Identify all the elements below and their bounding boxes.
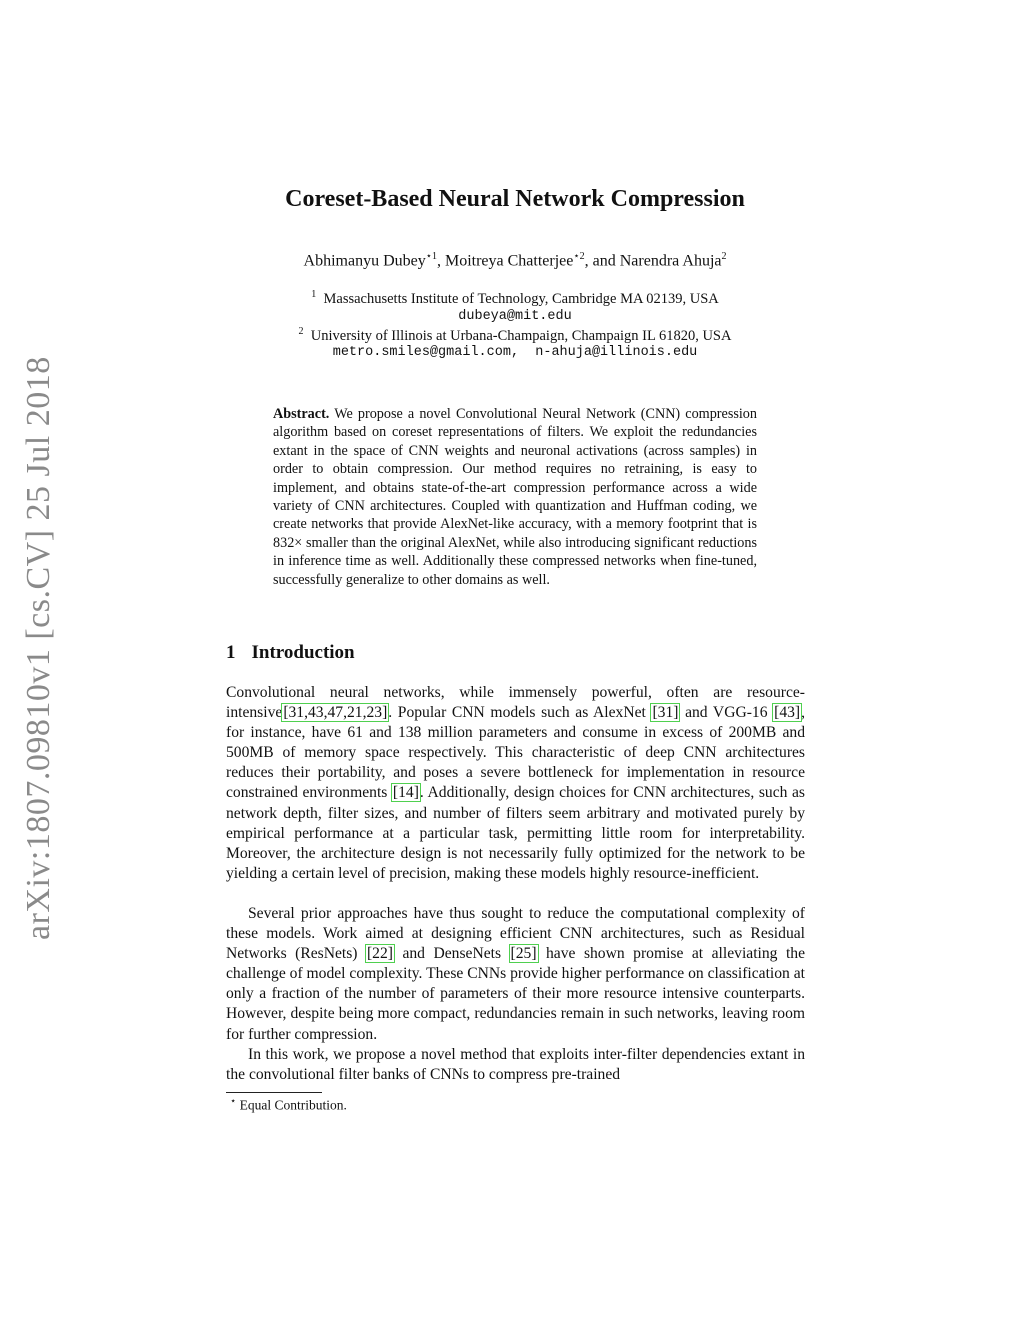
section-number: 1 — [226, 642, 236, 663]
footnote-rule — [226, 1092, 322, 1093]
citation-link[interactable]: [31,43,47,21,23] — [283, 704, 388, 722]
citation-link[interactable]: [14] — [392, 784, 419, 802]
arxiv-identifier: arXiv:1807.09810v1 [cs.CV] 25 Jul 2018 — [20, 356, 57, 940]
affiliation-2-name: University of Illinois at Urbana-Champaign, Champaign IL 61820, USA — [310, 327, 732, 344]
paragraph-text: . Additionally, design choices for CNN architectures, such as network depth, filter sizes, and number of filters seem arbitrary and motivated purely by empirical performance at a particular task, permitting little room for interpretability. Moreover, the architecture design is not necessarily fully optimized for the network to be yielding a certain level of precision, making these models highly resource-inefficient. — [226, 784, 805, 882]
author-separator: , and — [584, 252, 620, 270]
citation-link[interactable]: [25] — [510, 945, 537, 963]
author-3-mark: 2 — [721, 251, 727, 262]
email-2: metro.smiles@gmail.com, n-ahuja@illinois.edu — [332, 345, 698, 360]
footnote-mark: ⋆ — [230, 1096, 237, 1107]
paragraph-text: have shown promise at alleviating the challenge of model complexity. These CNNs provide higher performance on classification at only a fraction of the number of parameters of their more resource intensive counterparts. However, despite being more compact, redundancies remain in such networks, leaving room for further compression. — [226, 945, 806, 1043]
paragraph-text: , for instance, have 61 and 138 million parameters and consume in excess of 200MB and 500MB of memory space respectively. This characteristic of deep CNN architectures reduces their portability, and poses a severe bottleneck for implementation in resource constrained environments — [226, 704, 806, 802]
paragraph-1 — [226, 683, 805, 884]
citation-link[interactable]: [43] — [774, 704, 801, 722]
paragraph-text: Convolutional neural networks, while immensely powerful, often are resource-intensive — [226, 684, 805, 722]
author-list: Abhimanyu Dubey$^{⋆1}$, Moitreya Chatterjee$^{⋆2}$, and Narendra Ahuja$^2$ — [303, 251, 727, 270]
affiliation-2-number: 2 — [298, 326, 304, 337]
arxiv-sidebar — [20, 356, 70, 940]
author-2: Moitreya Chatterjee — [444, 252, 574, 270]
footnote — [230, 1096, 347, 1114]
affiliation-1-number: 1 — [311, 289, 317, 300]
author-1-mark: ⋆1 — [425, 251, 437, 262]
paper-title: Coreset-Based Neural Network Compression — [285, 186, 745, 212]
paragraph-3 — [226, 1045, 805, 1085]
paragraph-text: and VGG-16 — [679, 704, 774, 722]
citation-link[interactable]: [31] — [652, 704, 679, 722]
paragraph-text: In this work, we propose a novel method that exploits inter-filter dependencies extant in the convolutional filter banks of CNNs to compress pre-trained — [226, 1046, 805, 1084]
section-heading — [226, 642, 355, 664]
author-2-mark: ⋆2 — [573, 251, 585, 262]
affiliation-1 — [0, 289, 1024, 308]
abstract — [273, 405, 757, 589]
affiliation-2 — [0, 326, 1024, 345]
citation-link[interactable]: [22] — [366, 945, 393, 963]
paragraph-2 — [226, 904, 805, 1045]
affiliation-1-name: Massachusetts Institute of Technology, Cambridge MA 02139, USA — [323, 290, 719, 307]
paragraph-text: Several prior approaches have thus sought to reduce the computational complexity of these models. Work aimed at designing efficient CNN architectures, such as Residual Networks (ResNets) — [226, 905, 805, 963]
abstract-label: Abstract. — [273, 406, 330, 422]
section-title: Introduction — [251, 642, 355, 663]
email-1: dubeya@mit.edu — [458, 309, 572, 324]
paragraph-text: . Popular CNN models such as AlexNet — [388, 704, 652, 722]
paragraph-text: and DenseNets — [393, 945, 510, 963]
author-3: Narendra Ahuja — [619, 252, 722, 270]
author-1: Abhimanyu Dubey — [303, 252, 426, 270]
abstract-text: We propose a novel Convolutional Neural Network (CNN) compression algorithm based on coreset representations of filters. We exploit the redundancies extant in the space of CNN weights and neuronal activations (across samples) in order to obtain compression. Our method requires no retraining, is easy to implement, and obtains state-of-the-art compression performance across a wide variety of CNN architectures. Coupled with quantization and Huffman coding, we create networks that provide AlexNet-like accuracy, with a memory footprint that is 832× smaller than the original AlexNet, while also introducing significant reductions in inference time as well. Additionally these compressed networks when fine-tuned, successfully generalize to other domains as well. — [273, 406, 757, 588]
footnote-text: Equal Contribution. — [236, 1097, 347, 1113]
